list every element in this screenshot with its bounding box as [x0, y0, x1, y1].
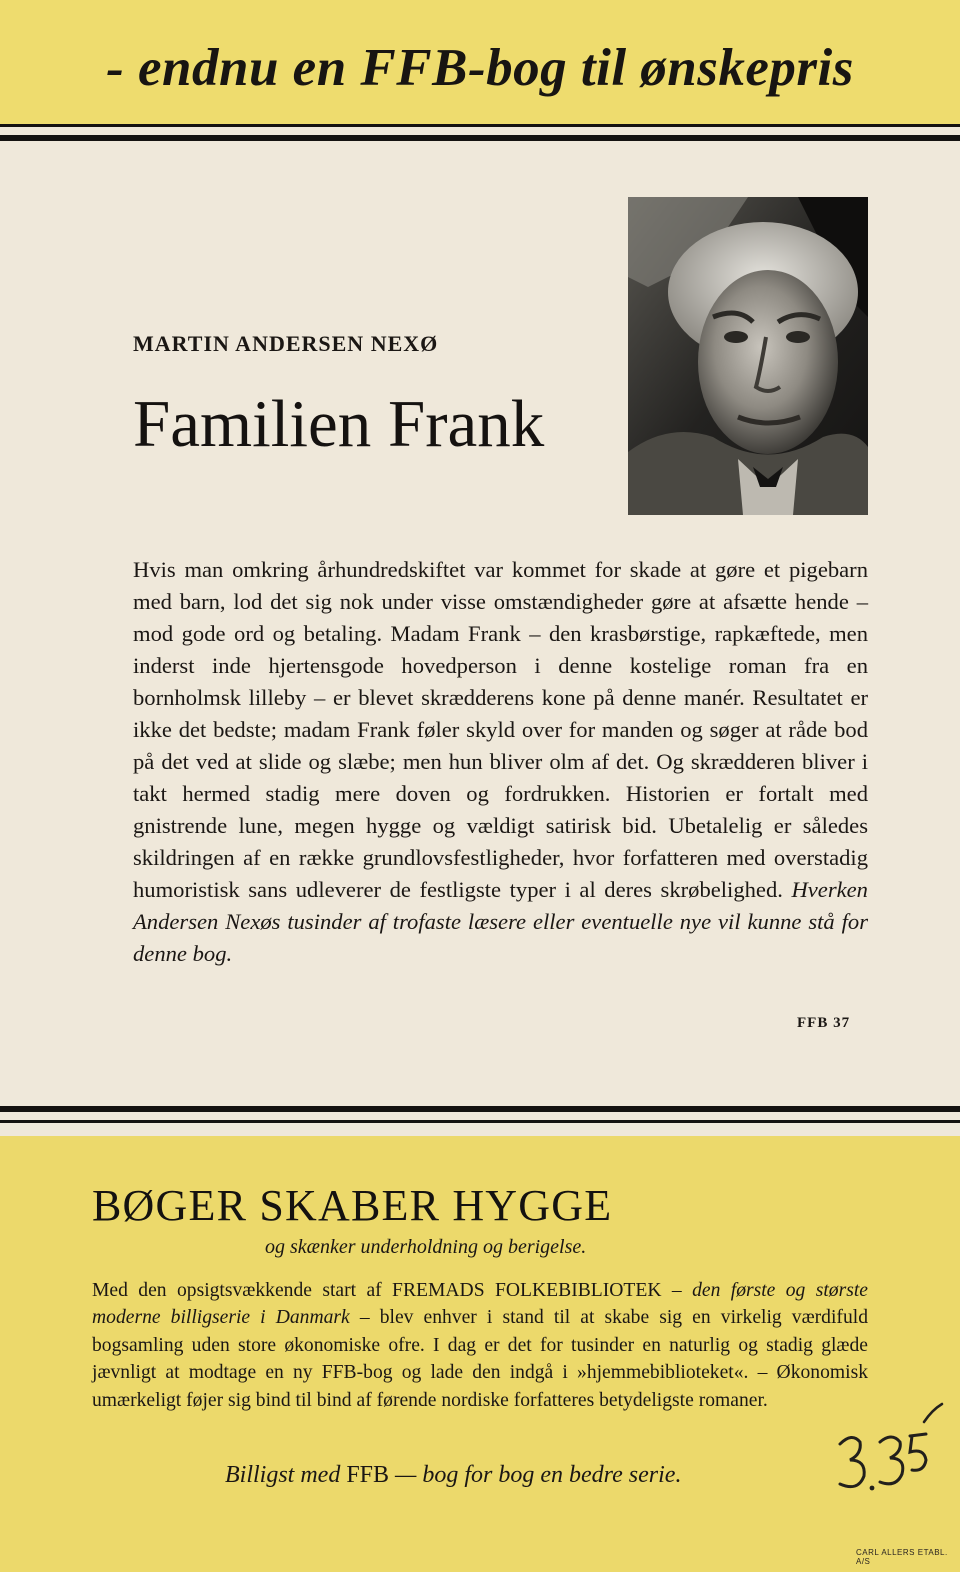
tagline: - endnu en FFB-bog til ønskepris	[106, 39, 854, 97]
slogan-part-2: — bog for bog en bedre serie.	[389, 1462, 682, 1488]
author-name: MARTIN ANDERSEN NEXØ	[133, 331, 439, 356]
promo-text	[92, 1277, 868, 1414]
promo-text-part-2: – blev enhver i stand til at skabe sig en virkelig værdifuld bogsamling uden store økonomiske ofre. I dag er det for tusinder en naturlig og stadig glæde jævnligt at modtage en ny FFB-bog og lade den indgå i »hjemmebiblioteket«. – Økonomisk umærkeligt føjer sig bind til bind af førende nordiske forfatteres betydeligste romaner.	[92, 1307, 868, 1411]
promo-heading: BØGER SKABER HYGGE	[92, 1181, 613, 1230]
author-portrait-photo	[628, 197, 868, 515]
promo-slogan	[225, 1462, 681, 1489]
promo-text-italic: den første og største moderne billigserie i Danmark	[92, 1280, 868, 1329]
blurb-body: Hvis man omkring århundredskiftet var kommet for skade at gøre et pigebarn med barn, lod det sig nok under visse omstændigheder gøre at afsætte hende – mod gode ord og betaling. Madam Frank – den krasbørstige, rapkæftede, men inderst inde hjertensgode hovedperson i denne kostelige roman fra en bornholmsk lilleby – er blevet skrædderens kone på denne manér. Resultatet er ikke det bedste; madam Frank føler skyld over for manden og søger at råde bod på det ved at slide og slæbe; men hun bliver olm af det. Og skrædderen bliver i takt hermed stadig mere doven og fordrukken. Historien er fortalt med gnistrende lune, megen hygge og vældigt satirisk bid. Ubetalelig er således skildringen af en række grundlovsfestligheder, hvor forfatteren med overstadig humoristisk sans udleverer de festligste typer i al deres skrøbelighed.	[133, 557, 868, 902]
rule-top-thick	[0, 135, 960, 141]
rule-bottom-thin	[0, 1120, 960, 1123]
promo-subheading: og skænker underholdning og berigelse.	[265, 1236, 587, 1258]
series-code: FFB 37	[797, 1015, 851, 1031]
rule-bottom-thick	[0, 1106, 960, 1112]
slogan-ffb: FFB	[346, 1462, 390, 1488]
slogan-part-1: Billigst med	[225, 1462, 347, 1488]
promo-text-part-1: Med den opsigtsvækkende start af FREMADS FOLKEBIBLIOTEK –	[92, 1280, 693, 1301]
blurb-closing-italic: Hverken Andersen Nexøs tusinder af trofaste læsere eller eventuelle nye vil kunne stå for denne bog.	[133, 877, 868, 966]
handwritten-price	[826, 1402, 946, 1512]
rule-top-thin	[0, 124, 960, 127]
blurb-text	[133, 554, 868, 970]
book-title: Familien Frank	[133, 387, 545, 461]
printer-mark: CARL ALLERS ETABL. A/S	[856, 1548, 948, 1566]
